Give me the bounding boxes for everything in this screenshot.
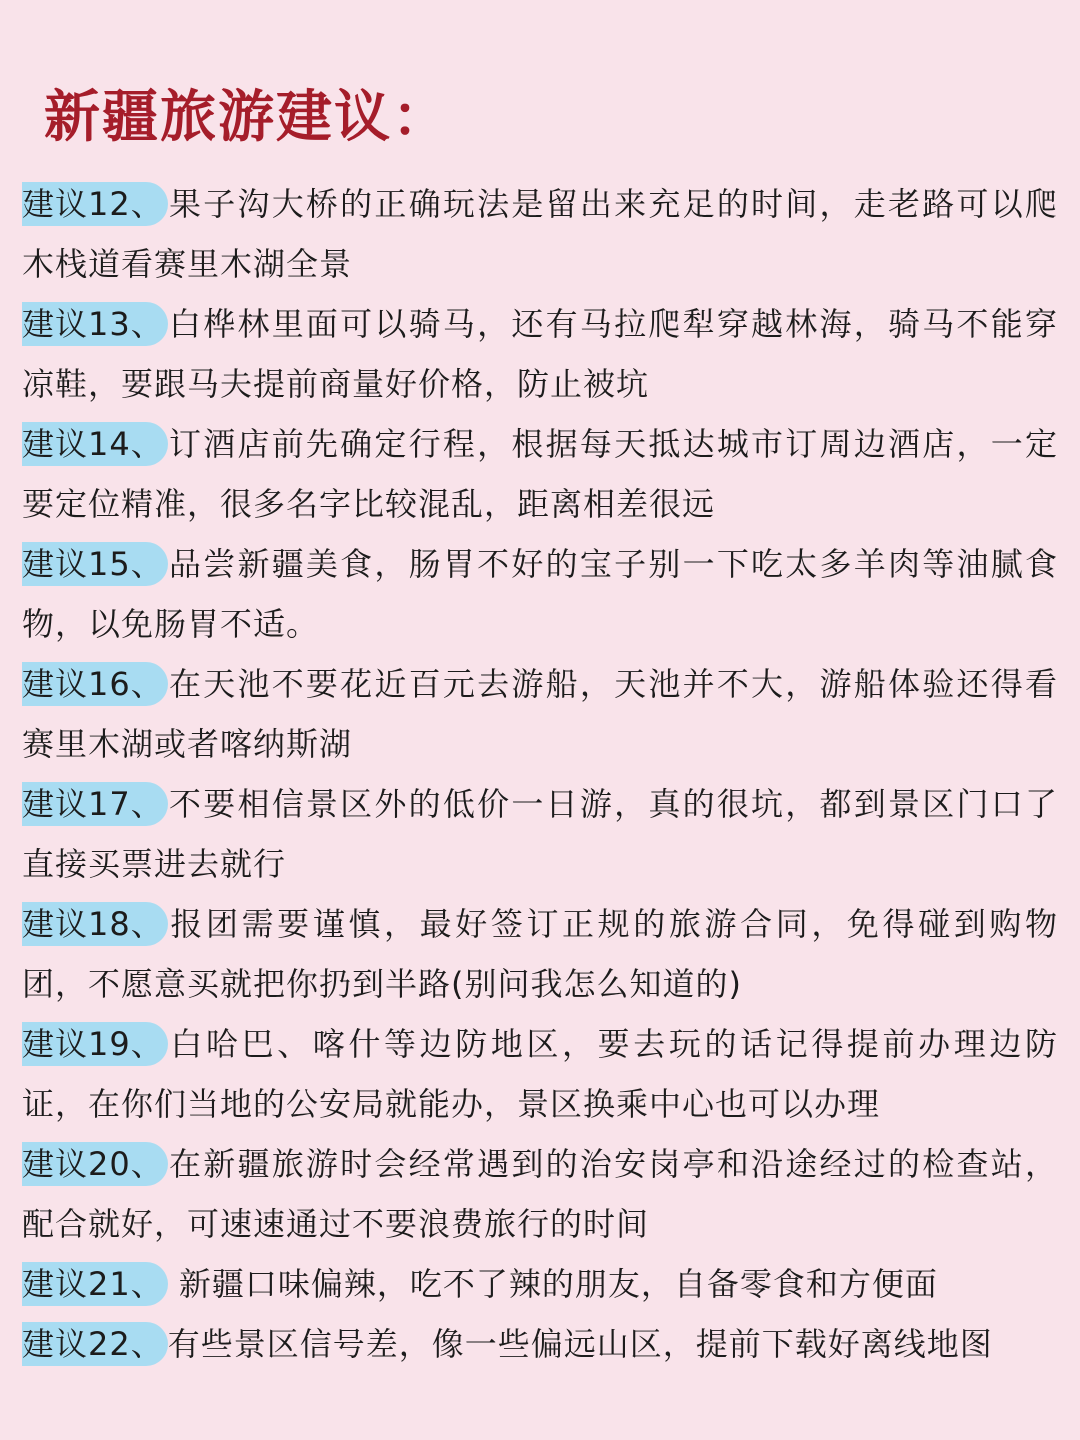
tips-list xyxy=(22,174,1058,1374)
tip-text: 有些景区信号差，像一些偏远山区，提前下载好离线地图 xyxy=(167,1325,993,1363)
tip-item-13 xyxy=(22,294,1058,414)
tip-label: 建议22、 xyxy=(22,1322,168,1366)
tip-item-18 xyxy=(22,894,1058,1014)
page-title: 新疆旅游建议： xyxy=(44,85,450,150)
tip-text: 白桦林里面可以骑马，还有马拉爬犁穿越林海，骑马不能穿凉鞋，要跟马夫提前商量好价格，防止被坑 xyxy=(22,305,1058,403)
tip-label: 建议13、 xyxy=(22,302,168,346)
tip-text: 果子沟大桥的正确玩法是留出来充足的时间，走老路可以爬木栈道看赛里木湖全景 xyxy=(22,185,1058,283)
tip-label: 建议18、 xyxy=(22,902,168,946)
tip-text: 在新疆旅游时会经常遇到的治安岗亭和沿途经过的检查站，配合就好，可速速通过不要浪费旅行的时间 xyxy=(22,1145,1058,1243)
tip-text: 品尝新疆美食，肠胃不好的宝子别一下吃太多羊肉等油腻食物，以免肠胃不适。 xyxy=(22,545,1058,643)
tip-item-21 xyxy=(22,1254,1058,1314)
tip-item-19 xyxy=(22,1014,1058,1134)
tip-item-12 xyxy=(22,174,1058,294)
tip-label: 建议12、 xyxy=(22,182,168,226)
tip-text: 订酒店前先确定行程，根据每天抵达城市订周边酒店，一定要定位精准，很多名字比较混乱，距离相差很远 xyxy=(22,425,1058,523)
tip-item-14 xyxy=(22,414,1058,534)
tip-label: 建议19、 xyxy=(22,1022,168,1066)
tip-label: 建议15、 xyxy=(22,542,168,586)
tip-text: 在天池不要花近百元去游船，天池并不大，游船体验还得看赛里木湖或者喀纳斯湖 xyxy=(22,665,1058,763)
tip-item-17 xyxy=(22,774,1058,894)
tip-text: 不要相信景区外的低价一日游，真的很坑，都到景区门口了直接买票进去就行 xyxy=(22,785,1058,883)
tip-text: 新疆口味偏辣，吃不了辣的朋友，自备零食和方便面 xyxy=(167,1265,938,1303)
tip-text: 白哈巴、喀什等边防地区，要去玩的话记得提前办理边防证，在你们当地的公安局就能办，景区换乘中心也可以办理 xyxy=(22,1025,1058,1123)
tip-item-22 xyxy=(22,1314,1058,1374)
tip-label: 建议14、 xyxy=(22,422,168,466)
tip-label: 建议16、 xyxy=(22,662,168,706)
tip-item-16 xyxy=(22,654,1058,774)
tip-label: 建议20、 xyxy=(22,1142,168,1186)
tip-item-15 xyxy=(22,534,1058,654)
tip-label: 建议21、 xyxy=(22,1262,168,1306)
tip-item-20 xyxy=(22,1134,1058,1254)
tip-label: 建议17、 xyxy=(22,782,168,826)
tip-text: 报团需要谨慎，最好签订正规的旅游合同，免得碰到购物团，不愿意买就把你扔到半路(别问我怎么知道的) xyxy=(22,905,1058,1003)
